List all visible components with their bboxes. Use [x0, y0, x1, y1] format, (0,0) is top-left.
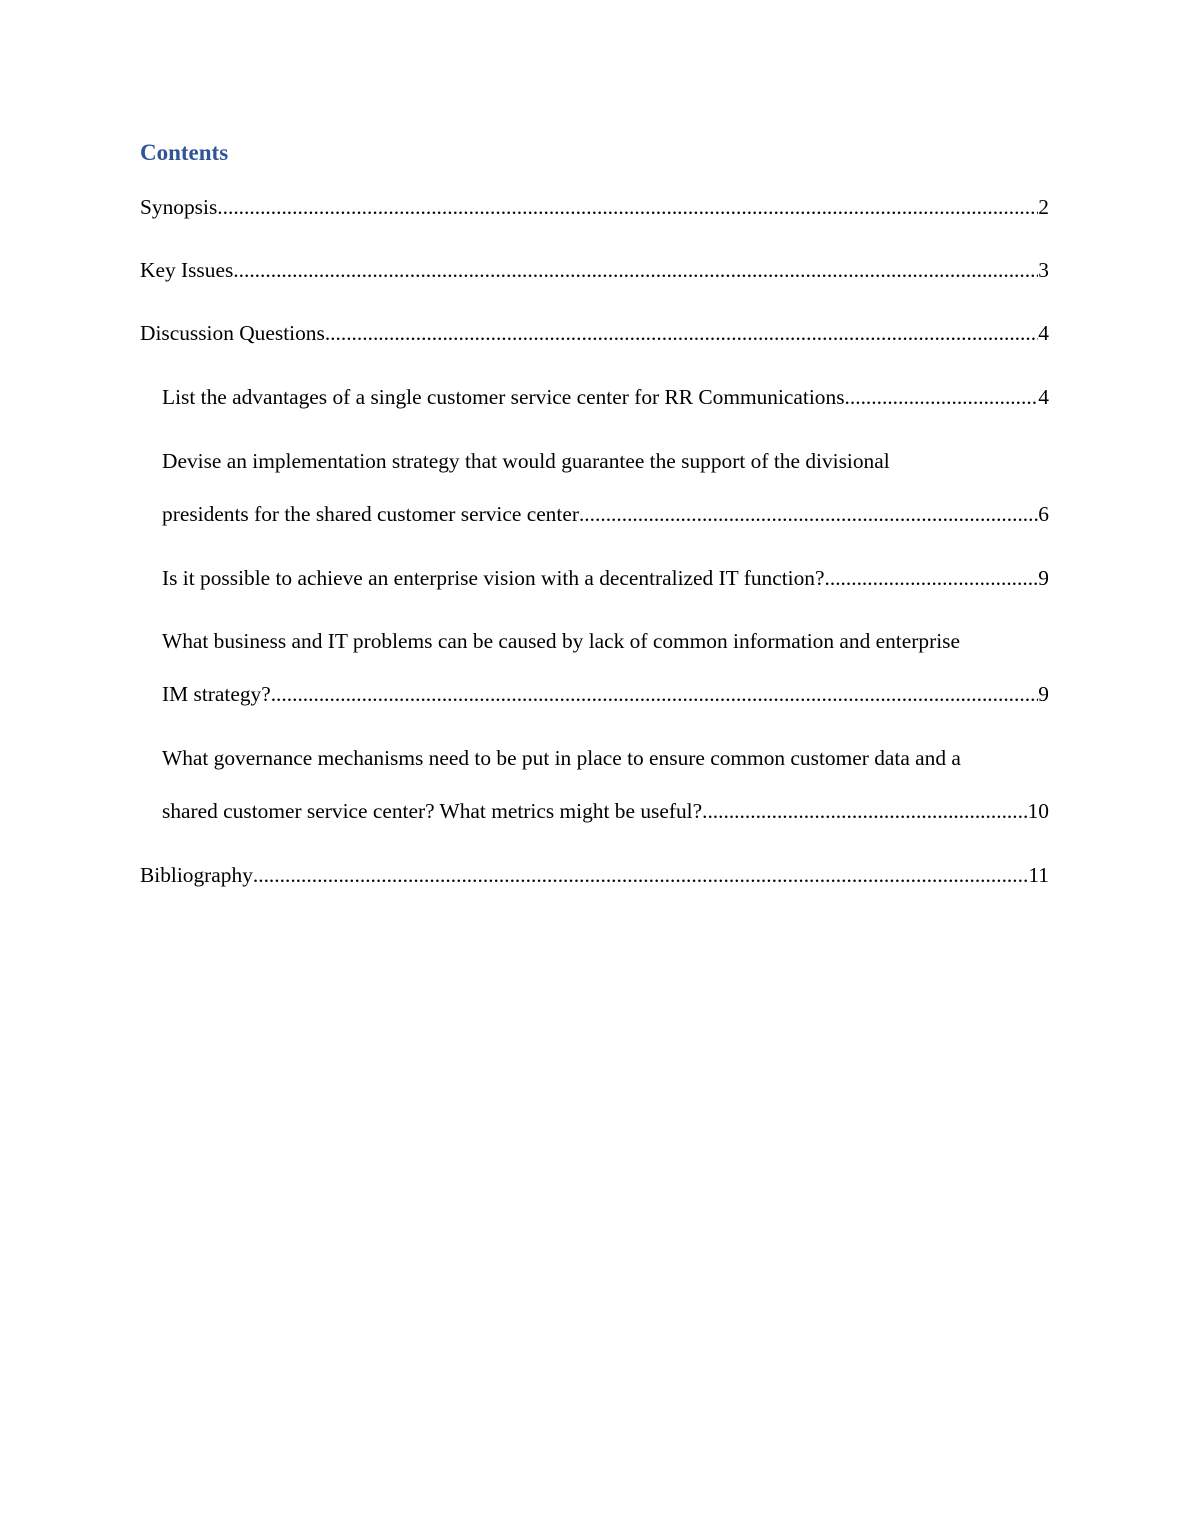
toc-entry-enterprise-vision[interactable]	[162, 552, 1049, 605]
toc-entry-text: presidents for the shared customer service center	[162, 502, 579, 526]
toc-entry-governance-mechanisms[interactable]	[162, 732, 1049, 838]
toc-page-number: 4	[1038, 385, 1049, 409]
toc-page-number: 9	[1038, 682, 1049, 706]
toc-page-number: 4	[1038, 321, 1049, 345]
toc-entry-implementation-strategy[interactable]	[162, 435, 1049, 541]
dot-leader	[325, 307, 1038, 360]
toc-page-number: 10	[1027, 799, 1049, 823]
toc-page-number: 2	[1038, 195, 1049, 219]
dot-leader	[825, 552, 1039, 605]
toc-entry-text: Bibliography	[140, 863, 253, 887]
toc-entry-advantages[interactable]	[162, 371, 1049, 424]
dot-leader	[579, 488, 1038, 541]
toc-entry-first-line: What business and IT problems can be caused by lack of common information and enterprise	[162, 629, 960, 653]
toc-entry-text: List the advantages of a single customer service center for RR Communications	[162, 385, 845, 409]
toc-entry-business-it-problems[interactable]	[162, 615, 1049, 721]
toc-entry-text: Synopsis	[140, 195, 218, 219]
toc-entry-text: Is it possible to achieve an enterprise vision with a decentralized IT function?	[162, 566, 825, 590]
toc-entry-text: IM strategy?	[162, 682, 271, 706]
toc-page-number: 3	[1038, 258, 1049, 282]
dot-leader	[845, 371, 1039, 424]
toc-heading: Contents	[140, 140, 229, 165]
toc-page-number: 6	[1038, 502, 1049, 526]
toc-entry-discussion-questions[interactable]	[140, 307, 1049, 360]
toc-page-number: 9	[1038, 566, 1049, 590]
toc-entry-first-line: Devise an implementation strategy that would guarantee the support of the divisional	[162, 449, 890, 473]
toc-entry-text: Key Issues	[140, 258, 234, 282]
dot-leader	[253, 849, 1029, 902]
dot-leader	[271, 668, 1039, 721]
toc-page-number: 11	[1028, 863, 1049, 887]
toc-entry-text: shared customer service center? What metrics might be useful?	[162, 799, 703, 823]
toc-entry-first-line: What governance mechanisms need to be put in place to ensure common customer data and a	[162, 746, 961, 770]
toc-entry-key-issues[interactable]	[140, 244, 1049, 297]
dot-leader	[233, 244, 1038, 297]
dot-leader	[217, 181, 1038, 234]
toc-entry-bibliography[interactable]	[140, 849, 1049, 902]
toc-entry-text: Discussion Questions	[140, 321, 325, 345]
dot-leader	[702, 785, 1028, 838]
toc-entry-synopsis[interactable]	[140, 181, 1049, 234]
